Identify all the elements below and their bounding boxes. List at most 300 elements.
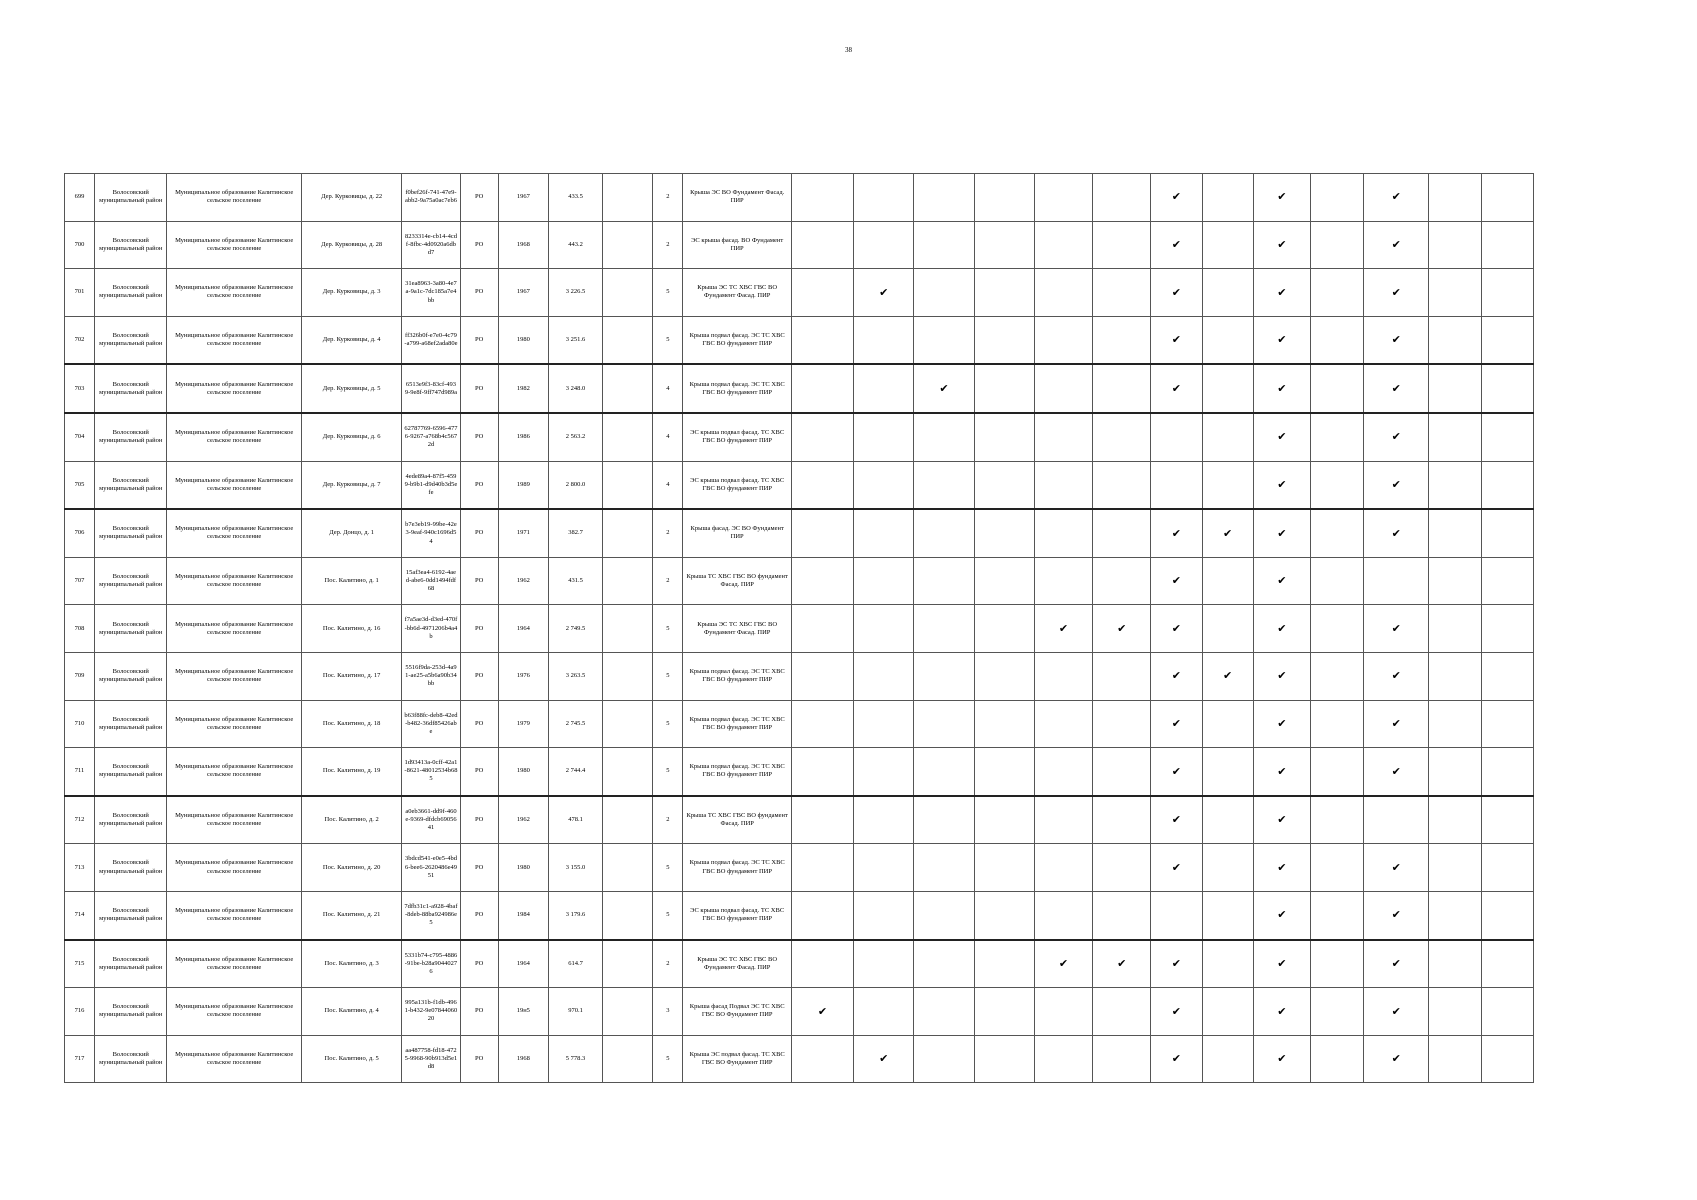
work-check-cell	[1310, 509, 1363, 557]
district-cell: Волосовский муниципальный район	[95, 796, 167, 844]
district-cell: Волосовский муниципальный район	[95, 748, 167, 796]
floors-cell: 2	[653, 174, 683, 222]
empty-cell	[603, 844, 653, 892]
checkmark-icon: ✔	[1253, 364, 1310, 413]
empty-cell	[603, 748, 653, 796]
floors-cell: 4	[653, 413, 683, 461]
work-check-cell	[1093, 316, 1151, 364]
area-cell: 478.1	[548, 796, 602, 844]
work-check-cell	[914, 413, 974, 461]
area-cell: 3 251.6	[548, 316, 602, 364]
empty-cell	[603, 461, 653, 509]
address-cell: Пос. Калитино, д. 5	[301, 1035, 401, 1083]
checkmark-icon: ✔	[1364, 316, 1429, 364]
address-cell: Дер. Донцо, д. 1	[301, 509, 401, 557]
work-check-cell	[791, 844, 853, 892]
work-check-cell	[1202, 316, 1253, 364]
area-cell: 382.7	[548, 509, 602, 557]
empty-cell	[603, 221, 653, 269]
work-check-cell	[1429, 796, 1481, 844]
table-row	[65, 509, 1534, 557]
area-cell: 2 744.4	[548, 748, 602, 796]
works-cell: Крыша ЭС ТС ХВС ГВС ВО Фундамент Фасад. ПИР	[683, 605, 791, 653]
work-check-cell	[791, 269, 853, 317]
works-cell: ЭС крыша фасад. ВО Фундамент ПИР	[683, 221, 791, 269]
work-check-cell	[1429, 509, 1481, 557]
area-cell: 2 563.2	[548, 413, 602, 461]
empty-cell	[603, 988, 653, 1036]
empty-cell	[603, 1035, 653, 1083]
year-cell: 1962	[498, 796, 548, 844]
checkmark-icon: ✔	[1151, 796, 1202, 844]
work-check-cell	[1481, 940, 1533, 988]
works-cell: Крыша ТС ХВС ГВС ВО фундамент Фасад. ПИР	[683, 796, 791, 844]
table-row	[65, 557, 1534, 605]
type-cell: РО	[460, 269, 498, 317]
work-check-cell	[1034, 700, 1092, 748]
floors-cell: 2	[653, 796, 683, 844]
area-cell: 433.5	[548, 174, 602, 222]
guid-cell: f7a5ae3d-d3ed-470f-bb6d-4971206b4a4b	[402, 605, 460, 653]
municipality-cell: Муниципальное образование Калитинское сельское поселение	[167, 748, 302, 796]
work-check-cell	[1202, 461, 1253, 509]
guid-cell: 1d93413a-0cff-42a1-8621-48012534b685	[402, 748, 460, 796]
year-cell: 19н5	[498, 988, 548, 1036]
empty-cell	[603, 796, 653, 844]
checkmark-icon: ✔	[1253, 557, 1310, 605]
work-check-cell	[914, 461, 974, 509]
checkmark-icon: ✔	[1093, 605, 1151, 653]
guid-cell: 7dfb31c1-a928-4baf-8deb-88ba924986e5	[402, 891, 460, 939]
address-cell: Дер. Курковицы, д. 4	[301, 316, 401, 364]
work-check-cell	[1310, 316, 1363, 364]
municipality-cell: Муниципальное образование Калитинское сельское поселение	[167, 413, 302, 461]
municipality-cell: Муниципальное образование Калитинское сельское поселение	[167, 988, 302, 1036]
municipality-cell: Муниципальное образование Калитинское сельское поселение	[167, 221, 302, 269]
work-check-cell	[854, 461, 914, 509]
work-check-cell	[1202, 174, 1253, 222]
table-row	[65, 844, 1534, 892]
checkmark-icon: ✔	[1364, 700, 1429, 748]
checkmark-icon: ✔	[1364, 652, 1429, 700]
guid-cell: b7e3eb19-99be-42e3-9eaf-940c1696d54	[402, 509, 460, 557]
empty-cell	[603, 364, 653, 413]
work-check-cell	[974, 174, 1034, 222]
work-check-cell	[1310, 557, 1363, 605]
work-check-cell	[974, 796, 1034, 844]
work-check-cell	[1093, 748, 1151, 796]
checkmark-icon: ✔	[1253, 940, 1310, 988]
checkmark-icon: ✔	[1151, 1035, 1202, 1083]
checkmark-icon: ✔	[854, 269, 914, 317]
type-cell: РО	[460, 700, 498, 748]
work-check-cell	[791, 891, 853, 939]
municipality-cell: Муниципальное образование Калитинское сельское поселение	[167, 269, 302, 317]
works-cell: Крыша ЭС ТС ХВС ГВС ВО Фундамент Фасад. ПИР	[683, 940, 791, 988]
work-check-cell	[1202, 557, 1253, 605]
checkmark-icon: ✔	[1253, 748, 1310, 796]
address-cell: Дер. Курковицы, д. 3	[301, 269, 401, 317]
work-check-cell	[1310, 988, 1363, 1036]
work-check-cell	[1093, 844, 1151, 892]
work-check-cell	[1481, 605, 1533, 653]
type-cell: РО	[460, 940, 498, 988]
work-check-cell	[791, 221, 853, 269]
work-check-cell	[854, 748, 914, 796]
work-check-cell	[791, 748, 853, 796]
row-number-cell: 706	[65, 509, 95, 557]
table-row	[65, 988, 1534, 1036]
type-cell: РО	[460, 461, 498, 509]
work-check-cell	[1310, 891, 1363, 939]
checkmark-icon: ✔	[1202, 509, 1253, 557]
empty-cell	[603, 605, 653, 653]
checkmark-icon: ✔	[1253, 174, 1310, 222]
work-check-cell	[791, 364, 853, 413]
address-cell: Дер. Курковицы, д. 5	[301, 364, 401, 413]
work-check-cell	[1429, 891, 1481, 939]
work-check-cell	[1034, 557, 1092, 605]
work-check-cell	[1034, 988, 1092, 1036]
works-cell: ЭС крыша подвал фасад. ТС ХВС ГВС ВО фундамент ПИР	[683, 891, 791, 939]
area-cell: 2 800.0	[548, 461, 602, 509]
work-check-cell	[1429, 605, 1481, 653]
work-check-cell	[914, 700, 974, 748]
empty-cell	[603, 269, 653, 317]
work-check-cell	[1202, 700, 1253, 748]
work-check-cell	[854, 509, 914, 557]
year-cell: 1980	[498, 748, 548, 796]
work-check-cell	[1034, 509, 1092, 557]
checkmark-icon: ✔	[1253, 605, 1310, 653]
work-check-cell	[854, 174, 914, 222]
year-cell: 1964	[498, 605, 548, 653]
work-check-cell	[854, 844, 914, 892]
work-check-cell	[1481, 700, 1533, 748]
work-check-cell	[1481, 174, 1533, 222]
checkmark-icon: ✔	[1364, 364, 1429, 413]
municipality-cell: Муниципальное образование Калитинское сельское поселение	[167, 174, 302, 222]
checkmark-icon: ✔	[1253, 844, 1310, 892]
work-check-cell	[1429, 700, 1481, 748]
works-cell: Крыша ЭС ВО Фундамент Фасад. ПИР	[683, 174, 791, 222]
row-number-cell: 703	[65, 364, 95, 413]
area-cell: 614.7	[548, 940, 602, 988]
type-cell: РО	[460, 891, 498, 939]
address-cell: Дер. Курковицы, д. 7	[301, 461, 401, 509]
floors-cell: 5	[653, 700, 683, 748]
row-number-cell: 707	[65, 557, 95, 605]
table-row	[65, 269, 1534, 317]
district-cell: Волосовский муниципальный район	[95, 221, 167, 269]
work-check-cell	[1481, 509, 1533, 557]
table-row	[65, 796, 1534, 844]
guid-cell: 15af3ea4-6192-4aed-abe6-0dd1494fdf68	[402, 557, 460, 605]
district-cell: Волосовский муниципальный район	[95, 269, 167, 317]
work-check-cell	[1310, 221, 1363, 269]
municipality-cell: Муниципальное образование Калитинское сельское поселение	[167, 509, 302, 557]
work-check-cell	[974, 364, 1034, 413]
work-check-cell	[1481, 891, 1533, 939]
work-check-cell	[1310, 844, 1363, 892]
work-check-cell	[974, 988, 1034, 1036]
table-row	[65, 748, 1534, 796]
table-row	[65, 221, 1534, 269]
municipality-cell: Муниципальное образование Калитинское сельское поселение	[167, 652, 302, 700]
work-check-cell	[1429, 844, 1481, 892]
works-cell: Крыша ЭС подвал фасад. ТС ХВС ГВС ВО Фундамент ПИР	[683, 1035, 791, 1083]
type-cell: РО	[460, 413, 498, 461]
work-check-cell	[914, 844, 974, 892]
page-number: 38	[845, 46, 852, 54]
checkmark-icon: ✔	[1151, 844, 1202, 892]
table-row	[65, 461, 1534, 509]
work-check-cell	[1202, 1035, 1253, 1083]
work-check-cell	[1093, 891, 1151, 939]
municipality-cell: Муниципальное образование Калитинское сельское поселение	[167, 364, 302, 413]
work-check-cell	[1429, 557, 1481, 605]
work-check-cell	[791, 509, 853, 557]
work-check-cell	[974, 844, 1034, 892]
work-check-cell	[1093, 364, 1151, 413]
floors-cell: 3	[653, 988, 683, 1036]
row-number-cell: 713	[65, 844, 95, 892]
work-check-cell	[1034, 461, 1092, 509]
work-check-cell	[974, 748, 1034, 796]
area-cell: 5 778.3	[548, 1035, 602, 1083]
floors-cell: 2	[653, 509, 683, 557]
work-check-cell	[1034, 1035, 1092, 1083]
works-cell: Крыша подвал фасад. ЭС ТС ХВС ГВС ВО фундамент ПИР	[683, 364, 791, 413]
work-check-cell	[1093, 461, 1151, 509]
work-check-cell	[854, 988, 914, 1036]
guid-cell: 5516f9da-253d-4a91-ae25-a5b6a90b34bb	[402, 652, 460, 700]
guid-cell: b63f88fc-deb8-42ed-b482-36df85426abe	[402, 700, 460, 748]
work-check-cell	[914, 988, 974, 1036]
work-check-cell	[854, 891, 914, 939]
work-check-cell	[791, 700, 853, 748]
work-check-cell	[974, 557, 1034, 605]
work-check-cell	[1202, 988, 1253, 1036]
checkmark-icon: ✔	[1151, 269, 1202, 317]
type-cell: РО	[460, 748, 498, 796]
work-check-cell	[914, 605, 974, 653]
checkmark-icon: ✔	[854, 1035, 914, 1083]
checkmark-icon: ✔	[1364, 988, 1429, 1036]
district-cell: Волосовский муниципальный район	[95, 509, 167, 557]
work-check-cell	[791, 461, 853, 509]
work-check-cell	[1093, 652, 1151, 700]
checkmark-icon: ✔	[1151, 605, 1202, 653]
work-check-cell	[1310, 700, 1363, 748]
floors-cell: 5	[653, 605, 683, 653]
type-cell: РО	[460, 605, 498, 653]
work-check-cell	[791, 605, 853, 653]
checkmark-icon: ✔	[1253, 509, 1310, 557]
works-cell: Крыша ТС ХВС ГВС ВО фундамент Фасад. ПИР	[683, 557, 791, 605]
year-cell: 1967	[498, 269, 548, 317]
address-cell: Пос. Калитино, д. 21	[301, 891, 401, 939]
work-check-cell	[1364, 796, 1429, 844]
checkmark-icon: ✔	[1253, 316, 1310, 364]
checkmark-icon: ✔	[1253, 796, 1310, 844]
work-check-cell	[1202, 940, 1253, 988]
checkmark-icon: ✔	[1034, 605, 1092, 653]
district-cell: Волосовский муниципальный район	[95, 174, 167, 222]
empty-cell	[603, 316, 653, 364]
work-check-cell	[1481, 413, 1533, 461]
work-check-cell	[914, 221, 974, 269]
work-check-cell	[914, 796, 974, 844]
year-cell: 1964	[498, 940, 548, 988]
row-number-cell: 710	[65, 700, 95, 748]
work-check-cell	[1034, 652, 1092, 700]
type-cell: РО	[460, 509, 498, 557]
work-check-cell	[914, 652, 974, 700]
year-cell: 1976	[498, 652, 548, 700]
work-check-cell	[914, 509, 974, 557]
floors-cell: 5	[653, 748, 683, 796]
work-check-cell	[1093, 988, 1151, 1036]
area-cell: 970.1	[548, 988, 602, 1036]
works-cell: Крыша подвал фасад. ЭС ТС ХВС ГВС ВО фундамент ПИР	[683, 316, 791, 364]
guid-cell: aa487758-fd18-4725-9968-90b913d5e1d8	[402, 1035, 460, 1083]
district-cell: Волосовский муниципальный район	[95, 700, 167, 748]
checkmark-icon: ✔	[1151, 748, 1202, 796]
area-cell: 3 155.0	[548, 844, 602, 892]
row-number-cell: 712	[65, 796, 95, 844]
work-check-cell	[1310, 413, 1363, 461]
checkmark-icon: ✔	[1034, 940, 1092, 988]
work-check-cell	[1034, 748, 1092, 796]
municipality-cell: Муниципальное образование Калитинское сельское поселение	[167, 844, 302, 892]
row-number-cell: 705	[65, 461, 95, 509]
work-check-cell	[1202, 748, 1253, 796]
work-check-cell	[914, 1035, 974, 1083]
work-check-cell	[914, 269, 974, 317]
address-cell: Пос. Калитино, д. 2	[301, 796, 401, 844]
work-check-cell	[1429, 364, 1481, 413]
work-check-cell	[1429, 221, 1481, 269]
work-check-cell	[1310, 748, 1363, 796]
year-cell: 1982	[498, 364, 548, 413]
work-check-cell	[974, 605, 1034, 653]
work-check-cell	[1310, 174, 1363, 222]
works-cell: Крыша фасад Подвал ЭС ТС ХВС ГВС ВО Фундамент ПИР	[683, 988, 791, 1036]
work-check-cell	[791, 413, 853, 461]
floors-cell: 4	[653, 461, 683, 509]
table-row	[65, 364, 1534, 413]
work-check-cell	[1310, 796, 1363, 844]
checkmark-icon: ✔	[791, 988, 853, 1036]
checkmark-icon: ✔	[1253, 700, 1310, 748]
table-row	[65, 1035, 1534, 1083]
type-cell: РО	[460, 316, 498, 364]
guid-cell: 4ede89a4-87f5-4599-b9b1-d9d40b3d5efe	[402, 461, 460, 509]
checkmark-icon: ✔	[1151, 652, 1202, 700]
work-check-cell	[1429, 461, 1481, 509]
district-cell: Волосовский муниципальный район	[95, 364, 167, 413]
work-check-cell	[1481, 748, 1533, 796]
guid-cell: 62787769-6596-4776-9267-a768b4c5672d	[402, 413, 460, 461]
work-check-cell	[1034, 316, 1092, 364]
table-row	[65, 700, 1534, 748]
type-cell: РО	[460, 652, 498, 700]
checkmark-icon: ✔	[1364, 269, 1429, 317]
checkmark-icon: ✔	[1151, 221, 1202, 269]
address-cell: Пос. Калитино, д. 3	[301, 940, 401, 988]
guid-cell: ff326b0f-e7e0-4c79-a799-a68ef2ada80e	[402, 316, 460, 364]
year-cell: 1980	[498, 844, 548, 892]
work-check-cell	[1093, 557, 1151, 605]
district-cell: Волосовский муниципальный район	[95, 652, 167, 700]
row-number-cell: 704	[65, 413, 95, 461]
work-check-cell	[1429, 269, 1481, 317]
floors-cell: 4	[653, 364, 683, 413]
work-check-cell	[1481, 221, 1533, 269]
work-check-cell	[791, 1035, 853, 1083]
work-check-cell	[1310, 652, 1363, 700]
work-check-cell	[1310, 364, 1363, 413]
work-check-cell	[1481, 988, 1533, 1036]
work-check-cell	[1429, 413, 1481, 461]
work-check-cell	[1034, 364, 1092, 413]
work-check-cell	[791, 316, 853, 364]
work-check-cell	[1310, 269, 1363, 317]
row-number-cell: 699	[65, 174, 95, 222]
work-check-cell	[1034, 174, 1092, 222]
district-cell: Волосовский муниципальный район	[95, 940, 167, 988]
municipality-cell: Муниципальное образование Калитинское сельское поселение	[167, 891, 302, 939]
type-cell: РО	[460, 988, 498, 1036]
year-cell: 1971	[498, 509, 548, 557]
works-cell: Крыша подвал фасад. ЭС ТС ХВС ГВС ВО фундамент ПИР	[683, 748, 791, 796]
address-cell: Пос. Калитино, д. 17	[301, 652, 401, 700]
checkmark-icon: ✔	[1253, 652, 1310, 700]
area-cell: 443.2	[548, 221, 602, 269]
area-cell: 2 749.5	[548, 605, 602, 653]
checkmark-icon: ✔	[1151, 174, 1202, 222]
work-check-cell	[1202, 364, 1253, 413]
works-cell: Крыша ЭС ТС ХВС ГВС ВО Фундамент Фасад. ПИР	[683, 269, 791, 317]
floors-cell: 2	[653, 221, 683, 269]
address-cell: Дер. Курковицы, д. 6	[301, 413, 401, 461]
district-cell: Волосовский муниципальный район	[95, 461, 167, 509]
guid-cell: 31ea8963-3a80-4e7a-9a1c-7dc185a7e4bb	[402, 269, 460, 317]
floors-cell: 5	[653, 844, 683, 892]
work-check-cell	[1202, 891, 1253, 939]
work-check-cell	[914, 940, 974, 988]
work-check-cell	[791, 652, 853, 700]
work-check-cell	[1202, 221, 1253, 269]
empty-cell	[603, 509, 653, 557]
table-row	[65, 891, 1534, 939]
work-check-cell	[1481, 269, 1533, 317]
work-check-cell	[1481, 461, 1533, 509]
work-check-cell	[1310, 605, 1363, 653]
work-check-cell	[1481, 796, 1533, 844]
floors-cell: 5	[653, 269, 683, 317]
table-row	[65, 413, 1534, 461]
work-check-cell	[1481, 652, 1533, 700]
work-check-cell	[1429, 748, 1481, 796]
type-cell: РО	[460, 174, 498, 222]
municipality-cell: Муниципальное образование Калитинское сельское поселение	[167, 461, 302, 509]
works-cell: Крыша подвал фасад. ЭС ТС ХВС ГВС ВО фундамент ПИР	[683, 652, 791, 700]
type-cell: РО	[460, 221, 498, 269]
checkmark-icon: ✔	[1253, 413, 1310, 461]
work-check-cell	[1481, 316, 1533, 364]
